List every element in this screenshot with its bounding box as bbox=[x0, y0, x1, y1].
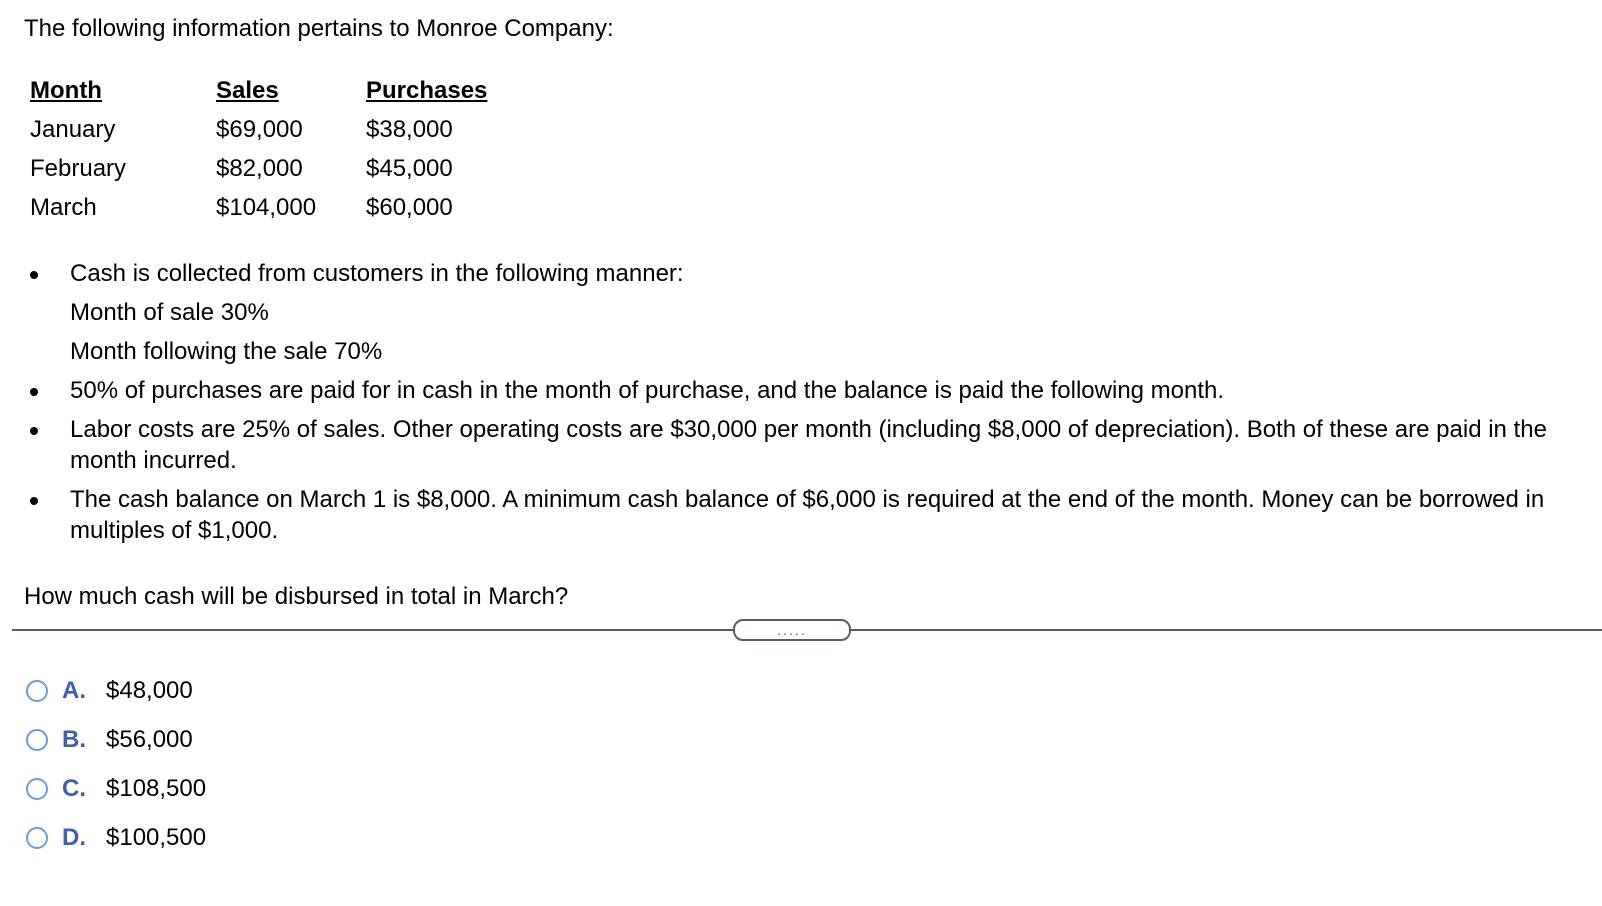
radio-button-icon[interactable] bbox=[26, 827, 48, 849]
monthly-data-table bbox=[30, 72, 506, 227]
list-item bbox=[30, 484, 1550, 546]
answer-option-a[interactable] bbox=[26, 666, 206, 715]
option-value: $48,000 bbox=[106, 676, 193, 704]
table-row bbox=[30, 110, 506, 149]
purchases-cell: $60,000 bbox=[366, 193, 453, 221]
table-row bbox=[30, 149, 506, 188]
expand-more-button[interactable]: ..... bbox=[733, 619, 851, 641]
option-letter: B. bbox=[62, 725, 86, 753]
column-header-month: Month bbox=[30, 77, 102, 104]
bullet-subtext: Month following the sale 70% bbox=[70, 338, 383, 365]
column-header-sales: Sales bbox=[216, 77, 279, 104]
radio-button-icon[interactable] bbox=[26, 729, 48, 751]
list-item bbox=[30, 414, 1550, 476]
answer-option-b[interactable] bbox=[26, 715, 206, 764]
purchases-cell: $38,000 bbox=[366, 115, 453, 143]
table-row bbox=[30, 188, 506, 227]
sales-cell: $82,000 bbox=[216, 154, 303, 182]
purchases-cell: $45,000 bbox=[366, 154, 453, 182]
question-text: How much cash will be disbursed in total in March? bbox=[24, 583, 569, 610]
month-cell: March bbox=[30, 193, 97, 221]
list-item bbox=[30, 258, 1550, 367]
option-value: $56,000 bbox=[106, 725, 193, 753]
table-header-row bbox=[30, 72, 506, 110]
radio-button-icon[interactable] bbox=[26, 778, 48, 800]
facts-list bbox=[30, 258, 1550, 554]
option-letter: D. bbox=[62, 823, 86, 851]
bullet-text: The cash balance on March 1 is $8,000. A minimum cash balance of $6,000 is required at the end of the month. Money can be borrowed in multiples of $1,000. bbox=[70, 486, 1545, 544]
option-value: $100,500 bbox=[106, 823, 207, 851]
sales-cell: $69,000 bbox=[216, 115, 303, 143]
answer-option-d[interactable] bbox=[26, 813, 206, 862]
bullet-text: Labor costs are 25% of sales. Other operating costs are $30,000 per month (including $8,000 of depreciation). Both of these are paid in the month incurred. bbox=[70, 416, 1547, 474]
option-value: $108,500 bbox=[106, 774, 207, 802]
intro-text: The following information pertains to Monroe Company: bbox=[24, 15, 614, 42]
month-cell: January bbox=[30, 115, 116, 143]
option-letter: C. bbox=[62, 774, 86, 802]
answer-option-c[interactable] bbox=[26, 764, 206, 813]
bullet-dot-icon bbox=[30, 388, 38, 396]
bullet-dot-icon bbox=[30, 497, 38, 505]
bullet-text: 50% of purchases are paid for in cash in the month of purchase, and the balance is paid the following month. bbox=[70, 377, 1225, 404]
bullet-subtext: Month of sale 30% bbox=[70, 299, 269, 326]
sales-cell: $104,000 bbox=[216, 193, 317, 221]
bullet-dot-icon bbox=[30, 271, 38, 279]
column-header-purchases: Purchases bbox=[366, 77, 488, 104]
bullet-dot-icon bbox=[30, 427, 38, 435]
month-cell: February bbox=[30, 154, 127, 182]
list-item bbox=[30, 375, 1550, 406]
answer-options bbox=[26, 666, 206, 862]
radio-button-icon[interactable] bbox=[26, 680, 48, 702]
bullet-text: Cash is collected from customers in the following manner: bbox=[70, 260, 684, 287]
option-letter: A. bbox=[62, 676, 86, 704]
